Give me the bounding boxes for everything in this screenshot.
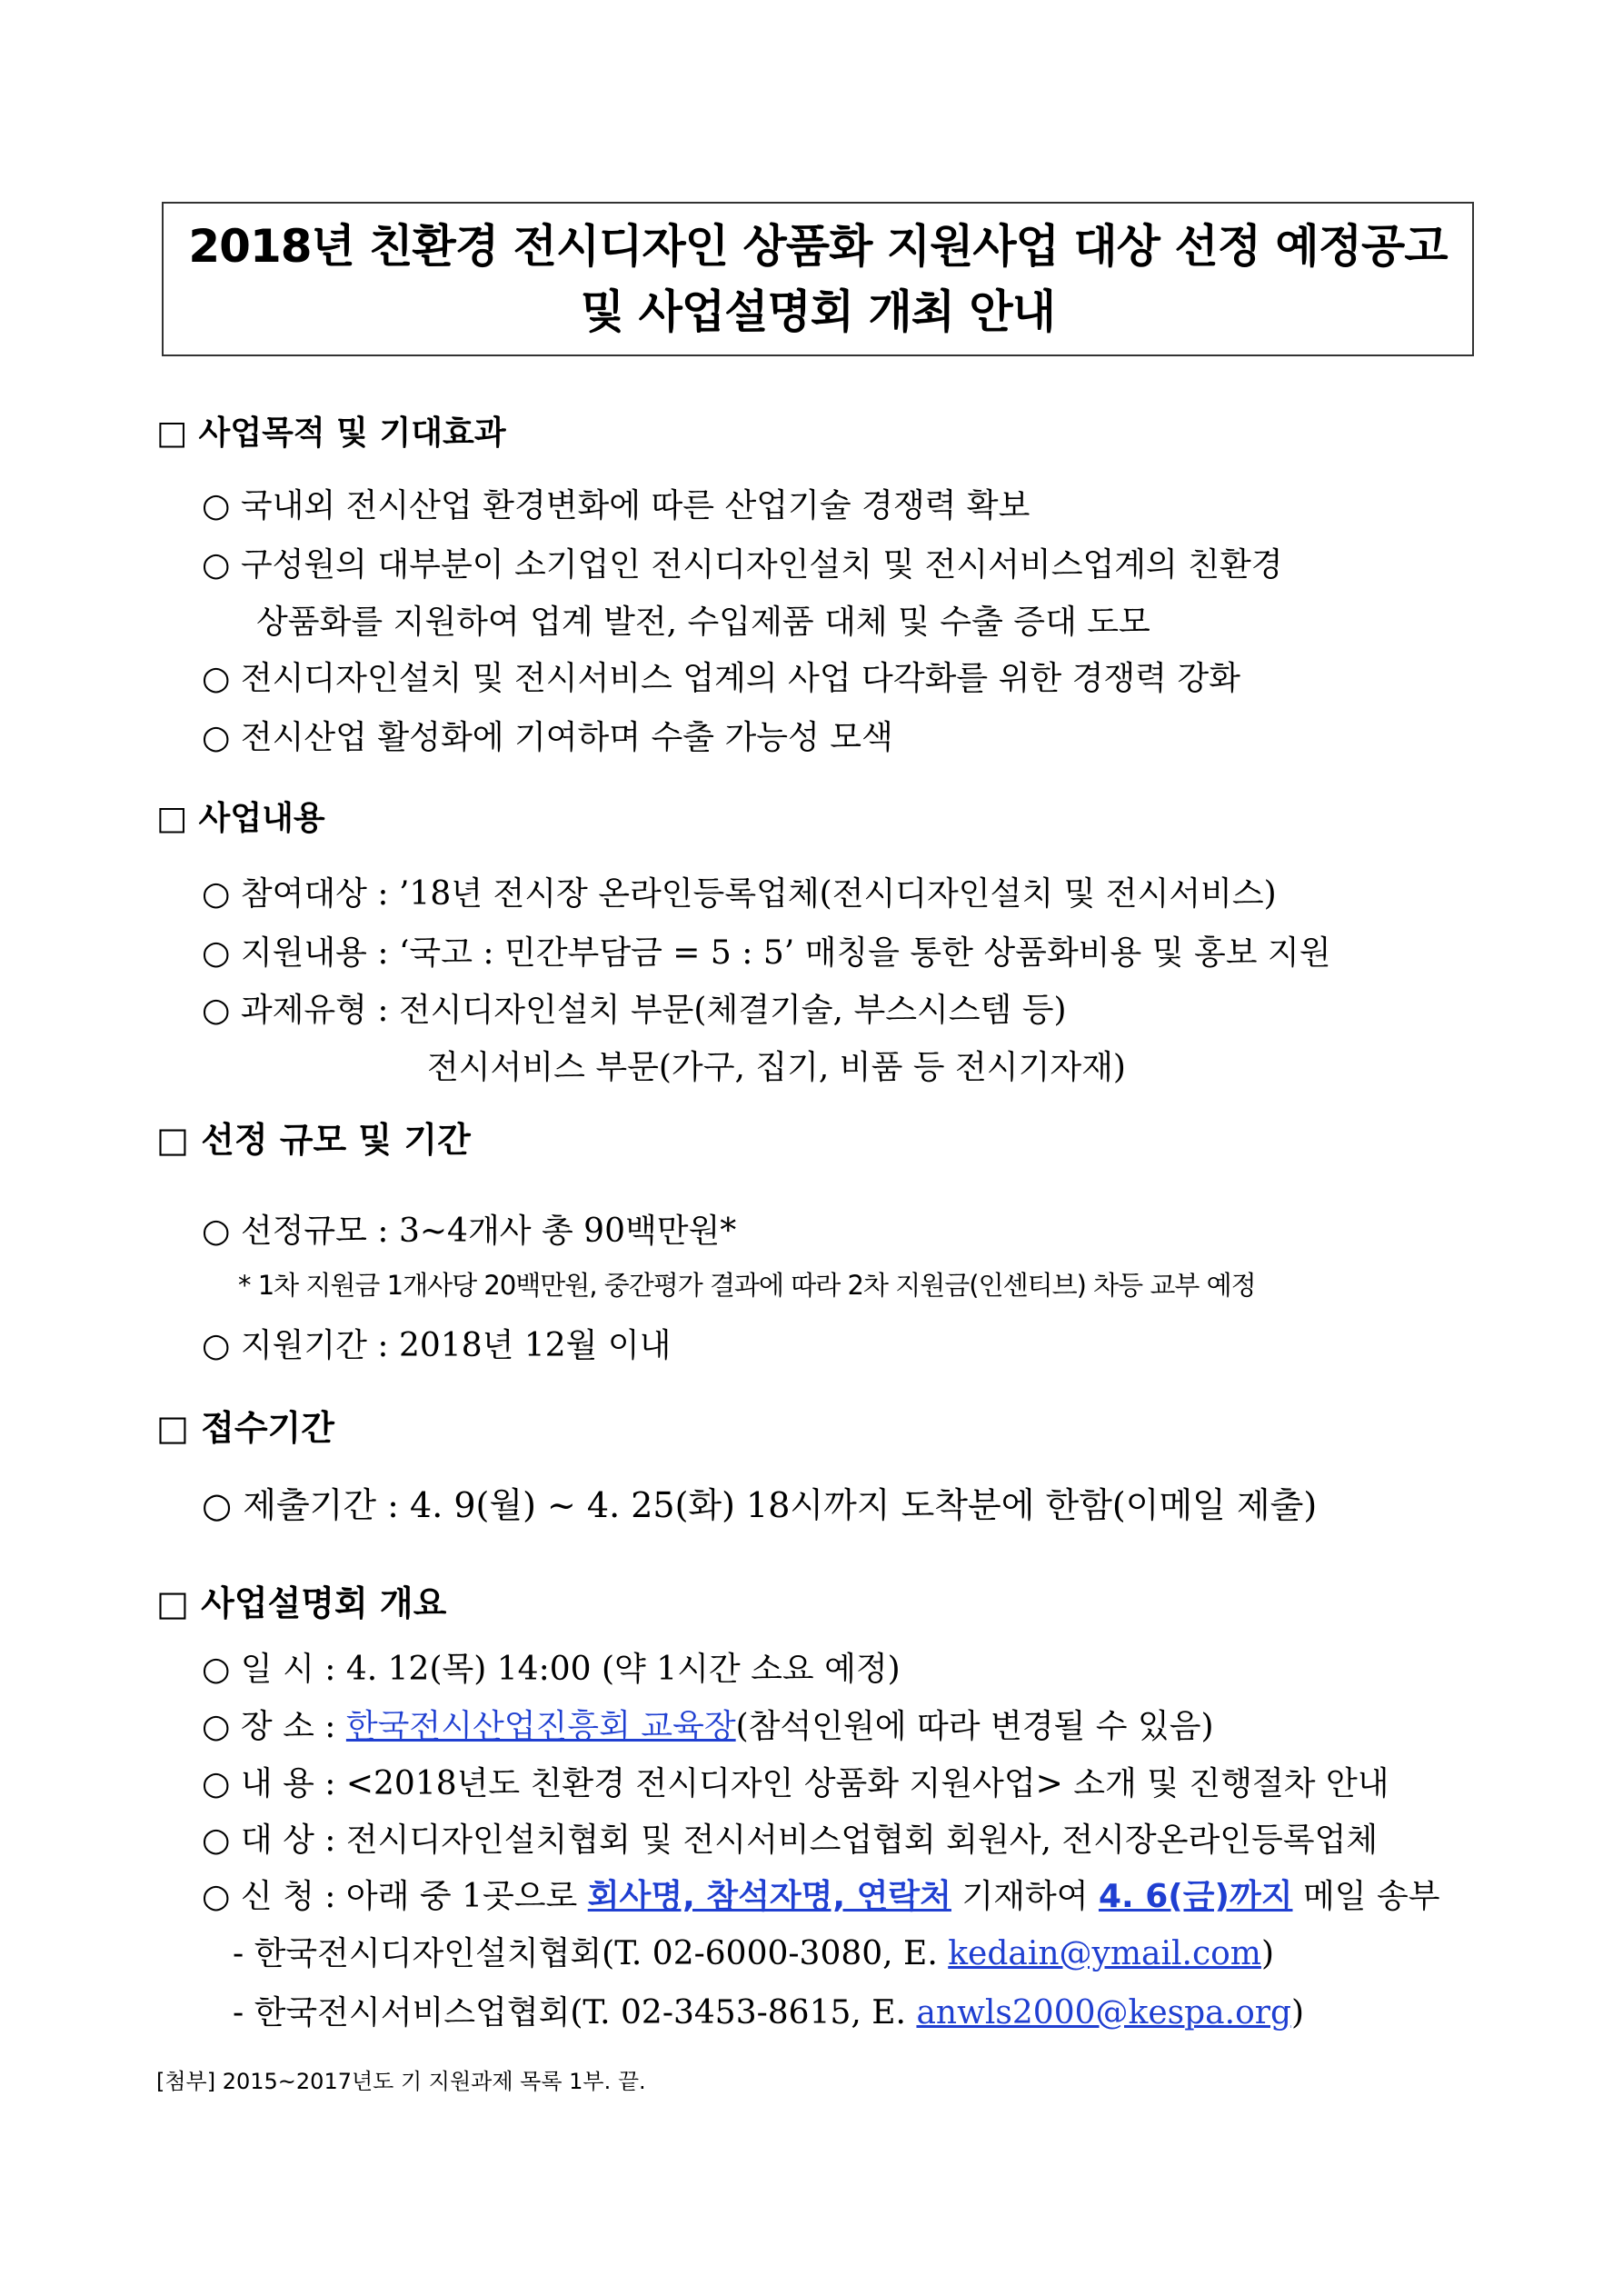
briefing-apply (202, 1871, 1440, 1917)
content-item-1: ○ 참여대상 : ’18년 전시장 온라인등록업체(전시디자인설치 및 전시서비스) (202, 875, 1277, 913)
contact-2-prefix: - 한국전시서비스업협회(T. 02-3453-8615, E. (233, 1994, 917, 2031)
apply-mid: 기재하여 (951, 1878, 1099, 1915)
contact-2-email-link[interactable]: anwls2000@kespa.org (916, 1994, 1291, 2031)
apply-suffix: 메일 송부 (1292, 1878, 1440, 1915)
contact-1-suffix: ) (1260, 1935, 1274, 1972)
briefing-target: ○ 대 상 : 전시디자인설치협회 및 전시서비스업협회 회원사, 전시장온라인등록업체 (202, 1822, 1379, 1859)
content-item-3: ○ 과제유형 : 전시디자인설치 부문(체결기술, 부스시스템 등) (202, 992, 1067, 1029)
apply-highlight: 회사명, 참석자명, 연락처 (587, 1878, 951, 1915)
title-box (162, 202, 1474, 356)
briefing-place-prefix: ○ 장 소 : (202, 1708, 346, 1745)
section-scale-heading: □ 선정 규모 및 기간 (156, 1120, 471, 1160)
contact-2 (233, 1987, 1304, 2033)
purpose-item-2: ○ 구성원의 대부분이 소기업인 전시디자인설치 및 전시서비스업계의 친환경 (202, 546, 1283, 584)
apply-prefix: ○ 신 청 : 아래 중 1곳으로 (202, 1878, 588, 1915)
footer-attachment: [첨부] 2015~2017년도 기 지원과제 목록 1부. 끝. (156, 2069, 646, 2094)
contact-1-prefix: - 한국전시디자인설치협회(T. 02-6000-3080, E. (233, 1935, 949, 1972)
scale-item-1: ○ 선정규모 : 3~4개사 총 90백만원* (202, 1213, 737, 1250)
section-content-heading: □ 사업내용 (156, 800, 325, 837)
apply-deadline: 4. 6(금)까지 (1098, 1878, 1293, 1915)
section-period-heading: □ 접수기간 (156, 1408, 334, 1448)
briefing-place-link[interactable]: 한국전시산업진흥회 교육장 (345, 1708, 736, 1745)
section-briefing-heading: □ 사업설명회 개요 (156, 1583, 447, 1623)
period-item-1: ○ 제출기간 : 4. 9(월) ~ 4. 25(화) 18시까지 도착분에 한함(이메일 제출) (202, 1485, 1318, 1525)
purpose-item-2-cont: 상품화를 지원하여 업계 발전, 수입제품 대체 및 수출 증대 도모 (256, 604, 1150, 641)
contact-1-email-link[interactable]: kedain@ymail.com (948, 1935, 1261, 1972)
briefing-place-suffix: (참석인원에 따라 변경될 수 있음) (735, 1708, 1214, 1745)
briefing-content: ○ 내 용 : <2018년도 친환경 전시디자인 상품화 지원사업> 소개 및 진행절차 안내 (202, 1765, 1389, 1802)
contact-2-suffix: ) (1291, 1994, 1305, 2031)
section-purpose-heading: □ 사업목적 및 기대효과 (156, 414, 506, 452)
purpose-item-3: ○ 전시디자인설치 및 전시서비스 업계의 사업 다각화를 위한 경쟁력 강화 (202, 660, 1240, 697)
scale-note: * 1차 지원금 1개사당 20백만원, 중간평가 결과에 따라 2차 지원금(인센티브) 차등 교부 예정 (238, 1270, 1256, 1301)
content-item-2: ○ 지원내용 : ‘국고 : 민간부담금 = 5 : 5’ 매칭을 통한 상품화비용 및 홍보 지원 (202, 934, 1331, 972)
title-line-1: 2018년 친환경 전시디자인 상품화 지원사업 대상 선정 예정공고 (188, 220, 1448, 273)
title-line-2: 및 사업설명회 개최 안내 (580, 285, 1056, 338)
briefing-place (202, 1701, 1214, 1747)
scale-item-2: ○ 지원기간 : 2018년 12월 이내 (202, 1327, 672, 1364)
content-item-3-cont: 전시서비스 부문(가구, 집기, 비품 등 전시기자재) (427, 1049, 1126, 1086)
briefing-date: ○ 일 시 : 4. 12(목) 14:00 (약 1시간 소요 예정) (202, 1651, 901, 1688)
purpose-item-4: ○ 전시산업 활성화에 기여하며 수출 가능성 모색 (202, 719, 893, 756)
purpose-item-1: ○ 국내외 전시산업 환경변화에 따른 산업기술 경쟁력 확보 (202, 487, 1031, 524)
contact-1 (233, 1928, 1274, 1974)
